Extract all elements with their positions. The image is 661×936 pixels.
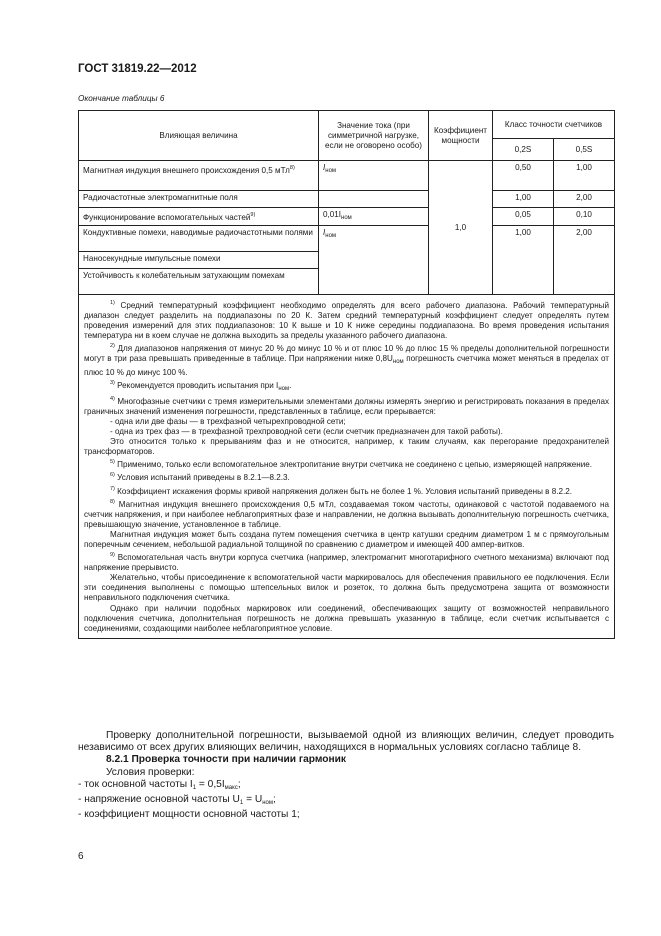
section-heading: 8.2.1 Проверка точности при наличии гармоник [106, 754, 347, 766]
footnote: - одна из трех фаз — в трехфазной трехпроводной сети (если счетчик предназначен для такой работы). [110, 427, 503, 437]
header-current: Значение тока (при симметричной нагрузке, если не оговорено особо) [319, 111, 429, 161]
header-influence: Влияющая величина [79, 111, 319, 161]
footnote: Магнитная индукция может быть создана путем помещения счетчика в центр катушки средним диаметром 1 м с прямоугольным поперечным сечением, небольшой радиальной толщиной по сравнению с диаметром и имеющей 400 ампер-витков. [84, 529, 609, 549]
page-number: 6 [78, 851, 84, 862]
footnote: $^{9)}$ Вспомогательная часть внутри корпуса счетчика (например, электромагнит многотарифного счетного механизма) включают под напряжение прерывисто. [84, 552, 609, 573]
footnote: $^{4)}$ Многофазные счетчики с тремя измерительными элементами должны измерять энергию и регистрировать показания в пределах граничных значений изменения погрешности, представленных в таблице, если прерывается: [84, 395, 609, 416]
header-class-02s: 0,2S [493, 139, 554, 161]
table-row: Магнитная индукция внешнего происхождения 0,5 мТл$^{8)}$ $I_{ном}$ 1,0 0,50 1,00 [79, 161, 615, 191]
condition-item: - ток основной частоты $I_1 = 0,5I_{макс}$; [78, 778, 241, 791]
header-class-05s: 0,5S [554, 139, 615, 161]
table-row: Устойчивость к колебательным затухающим помехам [79, 269, 615, 295]
footnote: $^{6)}$ Условия испытаний приведены в 8.2.1—8.2.3. [110, 472, 290, 483]
document-header: ГОСТ 31819.22—2012 [78, 63, 197, 75]
footnote: $^{8)}$ Магнитная индукция внешнего происхождения 0,5 мТл, создаваемая током частоты, одинаковой с частотой подаваемого на счетчик напряжения, и при наиболее неблагоприятных фазе и направлении, не должна вызывать дополнительную погрешность счетчика, превышающую значение, установленное в таблице. [84, 498, 609, 529]
table-footnotes [79, 295, 615, 639]
table-row: Радиочастотные электромагнитные поля 1,00 2,00 [79, 191, 615, 208]
footnote: $^{5)}$ Применимо, только если вспомогательное электропитание внутри счетчика не соединено с цепью, измеряющей напряжение. [110, 459, 593, 470]
power-factor-value: 1,0 [429, 161, 493, 295]
footnote: Это относится только к прерываниям фаз и не относится, например, к таким случаям, как перегорание предохранителей трансформаторов. [84, 437, 609, 457]
conditions-label: Условия проверки: [106, 766, 195, 778]
table-caption: Окончание таблицы 6 [78, 94, 165, 103]
footnote: $^{7)}$ Коэффициент искажения формы кривой напряжения должен быть не более 1 %. Условия испытаний приведены в 8.2.2. [110, 485, 572, 496]
table-row: Функционирование вспомогательных частей$^{9)}$ $0,01I_{ном}$ 0,05 0,10 [79, 208, 615, 226]
footnote: Желательно, чтобы присоединение к вспомогательной части маркировалось для обеспечения правильного ее подключения. Если эти соединения выполнены с помощью штепсельных вилок и розеток, то должна быть предусмотрена защита от возможности неправильного подключения счетчика. [84, 573, 609, 603]
footnote: - одна или две фазы — в трехфазной четырехпроводной сети; [110, 416, 346, 426]
table-row: Наносекундные импульсные помехи [79, 252, 615, 269]
table-row: Кондуктивные помехи, наводимые радиочастотными полями $I_{ном}$ 1,00 2,00 [79, 226, 615, 252]
footnote: Однако при наличии подобных маркировок или соединений, обеспечивающих защиту от возможностей неправильного подключения счетчика, дополнительная погрешность не должна превышать указанную в таблице, если счетчик испытывается с соединениями, создающими наиболее неблагоприятное условие. [84, 603, 609, 633]
footnote: $^{1)}$ Средний температурный коэффициент необходимо определять для всего рабочего диапазона. Рабочий температурный диапазон следует разделить на поддиапазоны по 20 К. Затем средний температурный коэффициент следует определять путем проведения измерений для этих поддиапазонов: 10 К выше и 10 К ниже середины поддиапазона. Во время проведения испытания температура ни в коем случае не должна выходить за пределы указанного рабочего диапазона. [84, 300, 609, 341]
paragraph: Проверку дополнительной погрешности, вызываемой одной из влияющих величин, следует проводить независимо от всех других влияющих величин, находящихся в нормальных условиях согласно таблице 8. [78, 730, 614, 754]
condition-item: - напряжение основной частоты $U_1 = U_{ном}$; [78, 794, 276, 807]
footnote: $^{3)}$ Рекомендуется проводить испытания при $I_{ном}$. [110, 379, 292, 392]
footnote: $^{2)}$ Для диапазонов напряжения от минус 20 % до минус 10 % и от плюс 10 % до плюс 15 % пределы дополнительной погрешности могут в три раза превышать приведенные в таблице. При напряжении ниже $0,8U_{ном}$ погрешность счетчика может меняться в пределах от плюс 10 % до минус 100 %. [84, 343, 609, 377]
body-text [78, 730, 614, 821]
influence-table [78, 110, 615, 639]
condition-item: - коэффициент мощности основной частоты 1; [78, 809, 300, 821]
header-power-factor: Коэффициент мощности [429, 111, 493, 161]
header-accuracy-class: Класс точности счетчиков [493, 111, 615, 139]
